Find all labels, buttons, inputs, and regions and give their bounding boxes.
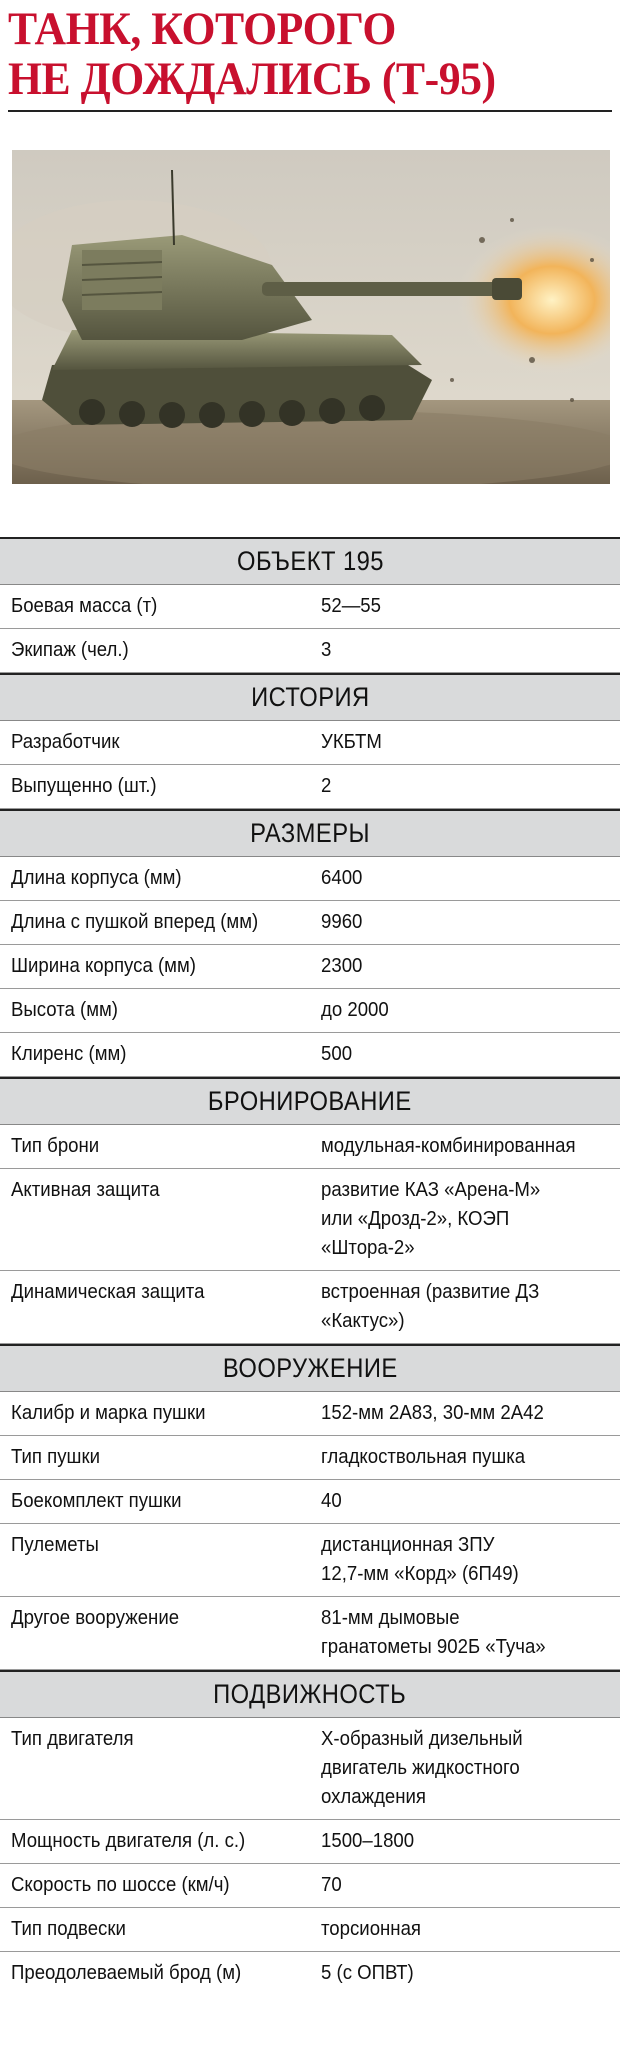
spec-label	[0, 1125, 313, 1168]
spec-row	[0, 901, 620, 945]
spec-value-text: дистанционная ЗПУ 12,7-мм «Корд» (6П49)	[321, 1534, 519, 1585]
spec-label	[0, 1033, 313, 1076]
spec-row	[0, 1392, 620, 1436]
spec-label-text: Тип брони	[11, 1135, 100, 1157]
spec-label	[0, 1597, 313, 1669]
spec-row	[0, 1820, 620, 1864]
spec-label	[0, 585, 313, 628]
spec-value-text: 52—55	[321, 595, 381, 617]
spec-label-text: Боекомплект пушки	[11, 1490, 182, 1512]
spec-row	[0, 1271, 620, 1344]
spec-label-text: Другое вооружение	[11, 1607, 180, 1629]
spec-row	[0, 1718, 620, 1820]
section-heading	[0, 537, 620, 585]
spec-label	[0, 1271, 313, 1343]
spec-label-text: Тип подвески	[11, 1918, 126, 1940]
spec-value	[313, 721, 620, 764]
spec-label	[0, 1169, 313, 1270]
spec-label	[0, 1436, 313, 1479]
spec-label-text: Активная защита	[11, 1179, 160, 1201]
spec-label	[0, 901, 313, 944]
page-title	[8, 4, 570, 104]
spec-value	[313, 1524, 620, 1596]
spec-row	[0, 721, 620, 765]
spec-value	[313, 629, 620, 672]
spec-label-text: Тип пушки	[11, 1446, 101, 1468]
spec-row	[0, 1908, 620, 1952]
section-heading	[0, 809, 620, 857]
spec-row	[0, 1125, 620, 1169]
spec-row	[0, 1952, 620, 1995]
spec-label-text: Экипаж (чел.)	[11, 639, 129, 661]
section-heading-text: БРОНИРОВАНИЕ	[208, 1086, 412, 1116]
spec-value-text: 1500–1800	[321, 1830, 415, 1852]
spec-label-text: Преодолеваемый брод (м)	[11, 1962, 242, 1984]
title-divider	[8, 110, 612, 112]
spec-row	[0, 1033, 620, 1077]
spec-label	[0, 857, 313, 900]
spec-row	[0, 1169, 620, 1271]
spec-label	[0, 1718, 313, 1819]
spec-label-text: Ширина корпуса (мм)	[11, 955, 196, 977]
spec-label-text: Длина с пушкой вперед (мм)	[11, 911, 259, 933]
spec-label	[0, 1480, 313, 1523]
spec-label-text: Динамическая защита	[11, 1281, 205, 1303]
spec-value	[313, 1908, 620, 1951]
spec-label	[0, 765, 313, 808]
specs-table	[0, 537, 620, 1995]
spec-value-text: 81-мм дымовые гранатометы 902Б «Туча»	[321, 1607, 546, 1658]
section-heading	[0, 673, 620, 721]
spec-label-text: Разработчик	[11, 731, 120, 753]
spec-value	[313, 857, 620, 900]
section-heading-text: ВООРУЖЕНИЕ	[222, 1353, 398, 1383]
spec-value-text: Х-образный дизельный двигатель жидкостного охлаждения	[321, 1728, 523, 1808]
spec-value-text: до 2000	[321, 999, 389, 1021]
spec-label	[0, 945, 313, 988]
spec-label	[0, 721, 313, 764]
spec-row	[0, 1864, 620, 1908]
spec-value	[313, 945, 620, 988]
section-heading	[0, 1670, 620, 1718]
spec-label-text: Высота (мм)	[11, 999, 119, 1021]
spec-value-text: 9960	[321, 911, 363, 933]
spec-value-text: 5 (с ОПВТ)	[321, 1962, 414, 1984]
section-heading-text: ПОДВИЖНОСТЬ	[213, 1679, 407, 1709]
spec-value	[313, 1480, 620, 1523]
section-heading	[0, 1344, 620, 1392]
spec-row	[0, 989, 620, 1033]
spec-label-text: Пулеметы	[11, 1534, 99, 1556]
spec-value-text: 2300	[321, 955, 363, 977]
spec-label-text: Мощность двигателя (л. с.)	[11, 1830, 246, 1852]
spec-value-text: гладкоствольная пушка	[321, 1446, 526, 1468]
spec-label-text: Выпущенно (шт.)	[11, 775, 157, 797]
spec-label	[0, 1392, 313, 1435]
spec-value	[313, 1597, 620, 1669]
spec-row	[0, 585, 620, 629]
spec-value	[313, 1864, 620, 1907]
spec-value-text: 70	[321, 1874, 342, 1896]
spec-row	[0, 1480, 620, 1524]
tank-photo	[12, 150, 610, 484]
title-line-2: НЕ ДОЖДАЛИСЬ (Т-95)	[8, 53, 496, 105]
spec-label-text: Скорость по шоссе (км/ч)	[11, 1874, 230, 1896]
spec-label	[0, 1952, 313, 1995]
spec-value	[313, 1436, 620, 1479]
section-heading-text: ИСТОРИЯ	[250, 682, 370, 712]
spec-label	[0, 1524, 313, 1596]
section-heading-text: ОБЪЕКТ 195	[236, 546, 384, 576]
title-line-1: ТАНК, КОТОРОГО	[8, 3, 396, 55]
spec-value	[313, 1392, 620, 1435]
spec-value	[313, 989, 620, 1032]
spec-value-text: развитие КАЗ «Арена-М» или «Дрозд-2», КОЭП «Штора-2»	[321, 1179, 541, 1259]
spec-value	[313, 1033, 620, 1076]
spec-label	[0, 1908, 313, 1951]
spec-value-text: торсионная	[321, 1918, 422, 1940]
spec-value-text: модульная-комбинированная	[321, 1135, 576, 1157]
spec-value	[313, 1952, 620, 1995]
spec-value-text: 2	[321, 775, 332, 797]
spec-value	[313, 585, 620, 628]
spec-row	[0, 765, 620, 809]
spec-value	[313, 1169, 620, 1270]
spec-row	[0, 1524, 620, 1597]
spec-value-text: 500	[321, 1043, 353, 1065]
spec-label	[0, 1864, 313, 1907]
spec-value-text: 152-мм 2А83, 30-мм 2А42	[321, 1402, 544, 1424]
spec-label-text: Калибр и марка пушки	[11, 1402, 206, 1424]
section-heading	[0, 1077, 620, 1125]
spec-value	[313, 901, 620, 944]
spec-value	[313, 1718, 620, 1819]
spec-row	[0, 857, 620, 901]
spec-label-text: Боевая масса (т)	[11, 595, 158, 617]
section-heading-text: РАЗМЕРЫ	[250, 818, 370, 848]
spec-value-text: 6400	[321, 867, 363, 889]
spec-label-text: Тип двигателя	[11, 1728, 134, 1750]
spec-value-text: встроенная (развитие ДЗ «Кактус»)	[321, 1281, 540, 1332]
spec-value	[313, 1271, 620, 1343]
spec-row	[0, 1436, 620, 1480]
spec-row	[0, 1597, 620, 1670]
spec-value	[313, 765, 620, 808]
spec-value-text: УКБТМ	[321, 731, 382, 753]
spec-label-text: Клиренс (мм)	[11, 1043, 127, 1065]
spec-value-text: 3	[321, 639, 332, 661]
spec-row	[0, 629, 620, 673]
spec-label	[0, 989, 313, 1032]
spec-value	[313, 1125, 620, 1168]
spec-label	[0, 1820, 313, 1863]
spec-row	[0, 945, 620, 989]
spec-value	[313, 1820, 620, 1863]
spec-label-text: Длина корпуса (мм)	[11, 867, 182, 889]
spec-value-text: 40	[321, 1490, 342, 1512]
spec-label	[0, 629, 313, 672]
